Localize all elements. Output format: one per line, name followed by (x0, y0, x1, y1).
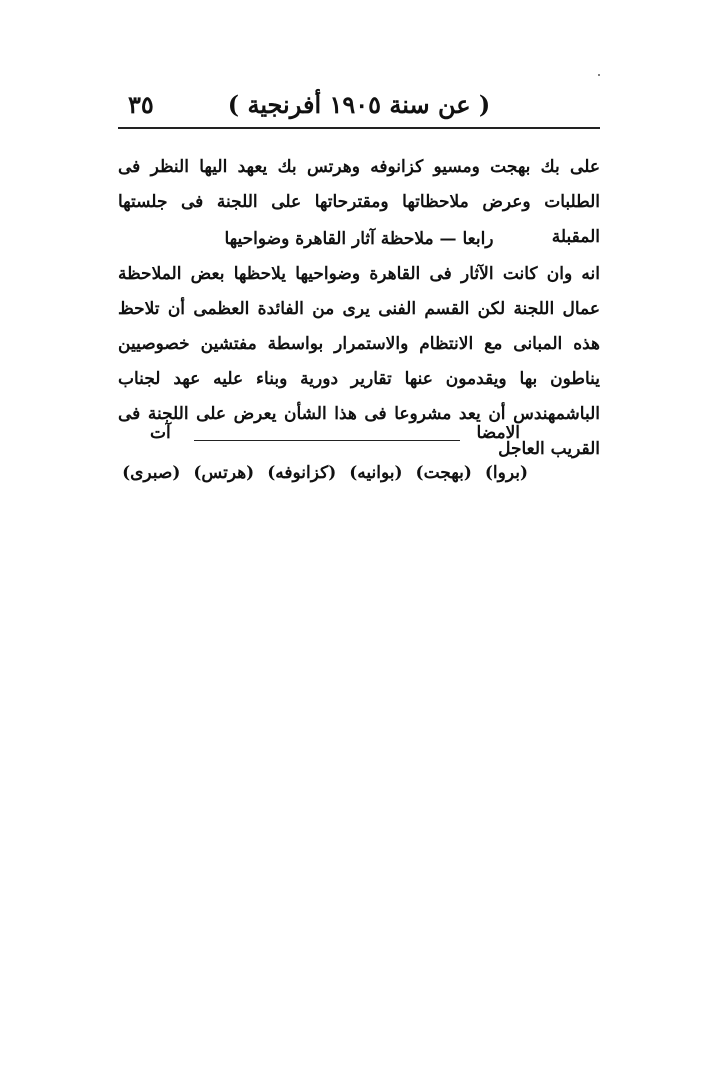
signatures-label (150, 421, 520, 451)
running-title: ( عن سنة ١٩٠٥ أفرنجية ) (227, 90, 491, 119)
signatory-name: (كزانوفه) (267, 463, 337, 483)
paragraph-2: انه وان كانت الآثار فى القاهرة وضواحيها يلاحظها بعض الملاحظة عمال اللجنة لكن القسم الفنى يرى من الفائدة العظمى أن تلاحظ هذه المبانى مع الانتظام والاستمرار بواسطة مفتشين خصوصيين يناطون بها ويقدمون عنها تقارير دورية وبناء عليه عهد لجناب الباشمهندس أن يعد مشروعا فى هذا الشأن يعرض على اللجنة فى القريب العاجل (118, 264, 600, 459)
signatures-dash (194, 440, 460, 441)
signatory-names (122, 456, 528, 490)
page-number: ٣٥ (128, 90, 154, 119)
signatory-name: (هرتس) (193, 463, 255, 483)
signatory-name: (بوانيه) (349, 463, 403, 483)
scan-speck (598, 74, 600, 76)
signatory-name: (بهجت) (415, 463, 472, 483)
signatures-label-start: الامضا (476, 423, 520, 443)
page-header (118, 86, 600, 128)
signatures-label-end: آت (150, 423, 171, 443)
section-heading: رابعا — ملاحظة آثار القاهرة وضواحيها (224, 229, 494, 249)
header-rule (118, 127, 600, 129)
paragraph-1: على بك بهجت ومسيو كزانوفه وهرتس بك يعهد اليها النظر فى الطلبات وعرض ملاحظاتها ومقترحاتها على اللجنة فى جلستها المقبلة (118, 157, 600, 247)
signatory-name: (بروا) (484, 463, 528, 483)
signatory-name: (صبرى) (122, 463, 181, 483)
